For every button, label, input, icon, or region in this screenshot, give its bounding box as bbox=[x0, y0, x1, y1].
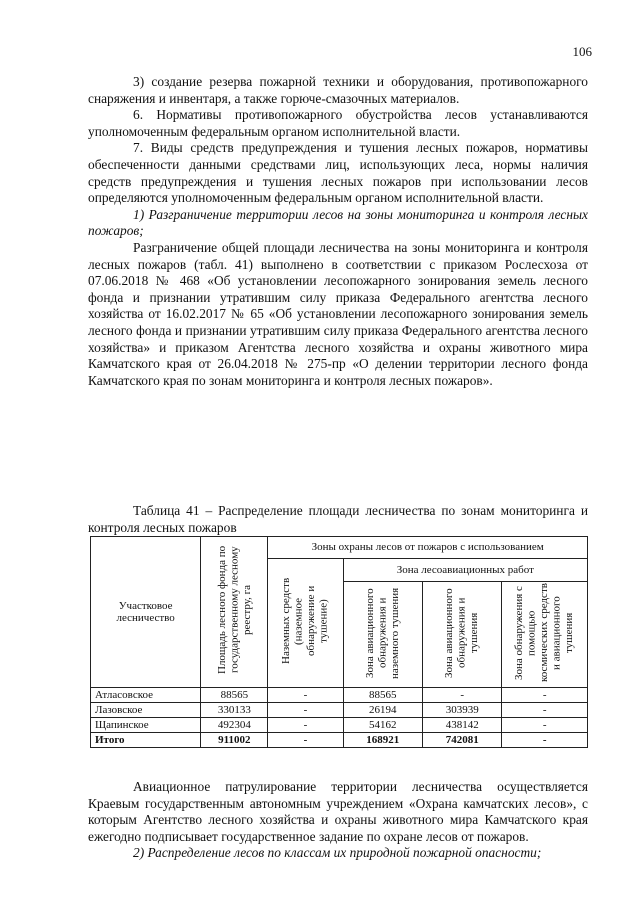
header-avia-only: Зона авиационного обнаружения и тушения bbox=[423, 581, 502, 688]
zones-table bbox=[90, 536, 588, 748]
cell-ground: - bbox=[268, 733, 343, 748]
cell-area: 911002 bbox=[201, 733, 268, 748]
cell-space: - bbox=[502, 718, 588, 733]
cell-avia-only: 742081 bbox=[423, 733, 502, 748]
cell-area: 88565 bbox=[201, 688, 268, 703]
table-row bbox=[91, 718, 588, 733]
cell-space: - bbox=[502, 688, 588, 703]
paragraph: Авиационное патрулирование территории лесничества осуществляется Краевым государственным автономным учреждением «Охрана камчатских лесов», с которым Агентство лесного хозяйства и охраны животного мира Камчатского края ежегодно подписывает государственное задание по охране лесов от пожаров. bbox=[88, 779, 588, 844]
cell-space: - bbox=[502, 703, 588, 718]
header-area: Площадь лесного фонда по государственному лесному реестру, га bbox=[201, 537, 268, 688]
cell-avia-only: - bbox=[423, 688, 502, 703]
header-space: Зона обнаружения с помощью космических средств и авиационного тушения bbox=[502, 581, 588, 688]
text-block-top bbox=[88, 74, 588, 389]
table-caption-text: Таблица 41 – Распределение площади лесничества по зонам мониторинга и контроля лесных пожаров bbox=[88, 503, 588, 535]
cell-name: Лазовское bbox=[91, 703, 201, 718]
cell-ground: - bbox=[268, 688, 343, 703]
table-total-row bbox=[91, 733, 588, 748]
header-zones-group: Зоны охраны лесов от пожаров с использованием bbox=[268, 537, 588, 559]
cell-space: - bbox=[502, 733, 588, 748]
paragraph: 7. Виды средств предупреждения и тушения лесных пожаров, нормативы обеспеченности данными средствами лиц, использующих леса, нормы наличия средств предупреждения и тушения лесных пожаров при использовании лесов определяются уполномоченным федеральным органом исполнительной власти. bbox=[88, 140, 588, 206]
paragraph: 6. Нормативы противопожарного обустройства лесов устанавливаются уполномоченным федеральным органом исполнительной власти. bbox=[88, 107, 588, 139]
cell-name: Итого bbox=[91, 733, 201, 748]
paragraph: 3) создание резерва пожарной техники и оборудования, противопожарного снаряжения и инвентаря, а также горюче-смазочных материалов. bbox=[88, 74, 588, 106]
section-heading: 2) Распределение лесов по классам их природной пожарной опасности; bbox=[133, 845, 542, 861]
table-caption bbox=[88, 503, 588, 536]
cell-avia-ground: 26194 bbox=[343, 703, 422, 718]
cell-name: Щапинское bbox=[91, 718, 201, 733]
header-district: Участковое лесничество bbox=[91, 537, 201, 688]
header-aviation-group: Зона лесоавиационных работ bbox=[343, 559, 587, 582]
cell-ground: - bbox=[268, 703, 343, 718]
paragraph: Разграничение общей площади лесничества на зоны мониторинга и контроля лесных пожаров (табл. 41) выполнено в соответствии с приказом Рослесхоза от 07.06.2018 № 468 «Об установлении лесопожарного зонирования земель лесного фонда и признании утратившим силу приказа Федерального агентства лесного хозяйства от 16.02.2017 № 65 «Об установлении лесопожарного зонирования земель лесного фонда и признании утратившим силу приказа Федерального агентства лесного хозяйства» и приказом Агентства лесного хозяйства и охраны животного мира Камчатского края от 26.04.2018 № 275-пр «О делении территории лесного фонда Камчатского края по зонам мониторинга и контроля лесных пожаров». bbox=[88, 239, 588, 388]
cell-area: 492304 bbox=[201, 718, 268, 733]
cell-avia-only: 438142 bbox=[423, 718, 502, 733]
section-heading: 1) Разграничение территории лесов на зоны мониторинга и контроля лесных пожаров; bbox=[88, 206, 588, 239]
table-row bbox=[91, 703, 588, 718]
cell-name: Атласовское bbox=[91, 688, 201, 703]
page-number: 106 bbox=[572, 44, 592, 59]
cell-avia-ground: 54162 bbox=[343, 718, 422, 733]
cell-avia-ground: 168921 bbox=[343, 733, 422, 748]
cell-avia-only: 303939 bbox=[423, 703, 502, 718]
cell-area: 330133 bbox=[201, 703, 268, 718]
header-avia-ground: Зона авиационного обнаружения и наземного тушения bbox=[343, 581, 422, 688]
cell-ground: - bbox=[268, 718, 343, 733]
header-ground: Наземных средств (наземное обнаружение и тушение) bbox=[268, 559, 343, 688]
text-block-bottom bbox=[88, 779, 588, 862]
table-row bbox=[91, 688, 588, 703]
cell-avia-ground: 88565 bbox=[343, 688, 422, 703]
